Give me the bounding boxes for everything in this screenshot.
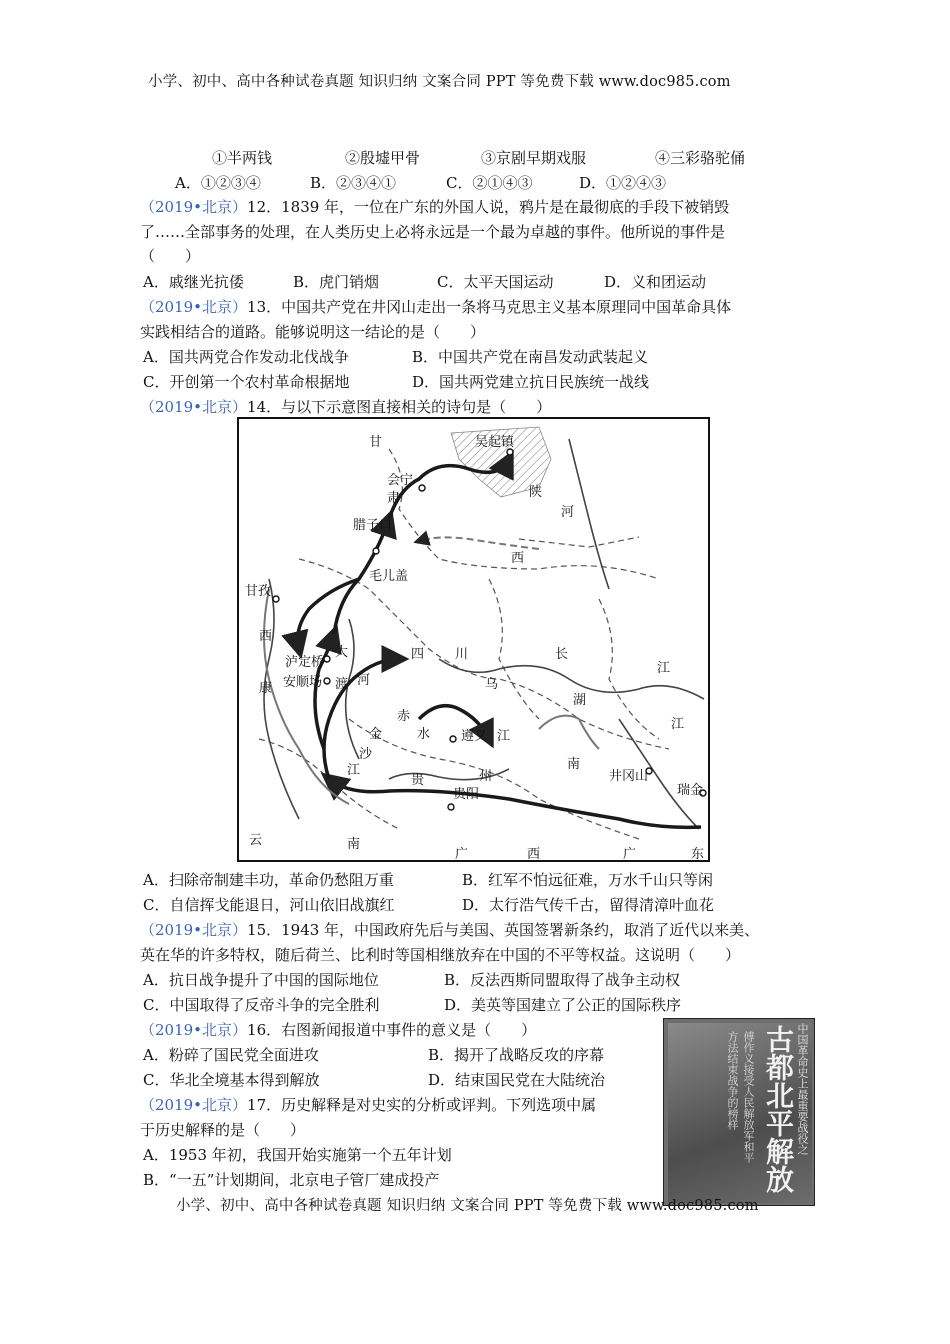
map-label-nan2: 南 [347, 837, 361, 852]
q16-option-c[interactable]: C．华北全境基本得到解放 [143, 1071, 320, 1089]
map-label-xi2: 西 [259, 629, 273, 644]
q17-option-b[interactable]: B．“一五”计划期间，北京电子管厂建成投产 [143, 1171, 440, 1189]
map-label-guang2: 广 [623, 847, 637, 862]
map-label-zunyi: 遵义 [461, 729, 488, 744]
q17-stem-line1: 17．历史解释是对史实的分析或评判。下列选项中属 [247, 1096, 597, 1114]
q13-option-a[interactable]: A．国共两党合作发动北伐战争 [143, 348, 349, 366]
map-label-yun: 云 [249, 833, 263, 848]
map-label-he2: 河 [357, 673, 371, 688]
q14-option-d[interactable]: D．太行浩气传千古，留得清漳叶血花 [462, 896, 715, 914]
q12-stem-line1: 12．1839 年，一位在广东的外国人说，鸦片是在最彻底的手段下被销毁 [247, 198, 730, 216]
q14-option-c[interactable]: C．自信挥戈能退日，河山依旧战旗红 [143, 896, 395, 914]
q15-option-b[interactable]: B．反法西斯同盟取得了战争主动权 [444, 971, 681, 989]
map-label-gui: 贵 [411, 773, 425, 788]
map-label-lazikou: 腊子口 [353, 518, 393, 533]
map-label-shan: 陕 [529, 485, 543, 500]
q12-option-d[interactable]: D．义和团运动 [604, 273, 707, 291]
map-label-su: 肃 [387, 491, 401, 506]
q12-option-c[interactable]: C．太平天国运动 [437, 273, 554, 291]
map-label-jiang: 江 [657, 661, 671, 676]
q11-item-1: ①半两钱 [212, 149, 273, 167]
q12-blank: （ ） [140, 247, 201, 265]
map-label-jiang3: 江 [497, 729, 511, 744]
map-label-chi: 赤 [397, 709, 411, 724]
map-label-gan: 甘 [369, 435, 383, 450]
map-label-xi: 西 [511, 551, 525, 566]
q16-option-a[interactable]: A．粉碎了国民党全面进攻 [143, 1046, 319, 1064]
map-label-si: 四 [411, 647, 425, 662]
map-label-xi3: 西 [527, 847, 541, 862]
q13-option-c[interactable]: C．开创第一个农村革命根据地 [143, 373, 350, 391]
q12-stem-line2: 了……全部事务的处理，在人类历史上必将永远是一个最为卓越的事件。他所说的事件是 [140, 223, 726, 241]
map-label-chang: 长 [555, 647, 569, 662]
map-label-jinggang: 井冈山 [609, 769, 649, 784]
photo-side-text-2: 方法结束战争的榜样 [726, 1031, 739, 1130]
map-label-jiang4: 江 [347, 763, 361, 778]
q13-stem-line2: 实践相结合的道路。能够说明这一结论的是（ ） [140, 323, 486, 341]
q12-option-b[interactable]: B．虎门销烟 [293, 273, 380, 291]
q17-option-a[interactable]: A．1953 年初，我国开始实施第一个五年计划 [143, 1146, 452, 1164]
q15-option-c[interactable]: C．中国取得了反帝斗争的完全胜利 [143, 996, 380, 1014]
map-label-da: 大 [335, 645, 349, 660]
q14-option-a[interactable]: A．扫除帝制建丰功，革命仍愁阻万重 [143, 871, 394, 889]
q11-option-a[interactable]: A．①②③④ [175, 174, 261, 192]
q15-source: （2019•北京） [140, 921, 248, 939]
map-label-huining: 会宁 [387, 473, 414, 488]
q11-option-d[interactable]: D．①②④③ [579, 174, 667, 192]
q15-option-a[interactable]: A．抗日战争提升了中国的国际地位 [143, 971, 379, 989]
q16-option-d[interactable]: D．结束国民党在大陆统治 [428, 1071, 606, 1089]
q14-option-b[interactable]: B．红军不怕远征难，万水千山只等闲 [462, 871, 714, 889]
newspaper-photo [663, 1018, 815, 1206]
q11-option-c[interactable]: C．②①④③ [446, 174, 533, 192]
map-label-dong: 东 [691, 847, 705, 862]
map-label-ganzi: 甘孜 [245, 584, 272, 599]
q16-option-b[interactable]: B．揭开了战略反攻的序幕 [428, 1046, 605, 1064]
q13-source: （2019•北京） [140, 298, 248, 316]
page-footer: 小学、初中、高中各种试卷真题 知识归纳 文案合同 PPT 等免费下载 www.doc985.com [176, 1198, 759, 1214]
map-label-zhou: 州 [479, 769, 493, 784]
q17-stem-line2: 于历史解释的是（ ） [140, 1121, 306, 1139]
photo-subhead: 中国革命史上最重要战役之 [796, 1023, 809, 1155]
q11-option-b[interactable]: B．②③④① [310, 174, 397, 192]
map-label-kang: 康 [259, 681, 273, 696]
q11-item-3: ③京剧早期戏服 [481, 149, 587, 167]
photo-headline: 古都北平解放 [762, 1025, 795, 1193]
q15-stem-line2: 英在华的许多特权，随后荷兰、比利时等国相继放弃在中国的不平等权益。这说明（ ） [140, 946, 741, 964]
q17-source: （2019•北京） [140, 1096, 248, 1114]
map-label-guang: 广 [455, 847, 469, 862]
map-label-wuqizhen: 吴起镇 [475, 435, 515, 450]
q16-stem: 16．右图新闻报道中事件的意义是（ ） [247, 1021, 537, 1039]
map-label-anshun: 安顺场 [283, 675, 323, 690]
map-label-guiyang: 贵阳 [453, 787, 480, 802]
q13-option-d[interactable]: D．国共两党建立抗日民族统一战线 [412, 373, 650, 391]
q14-source: （2019•北京） [140, 398, 248, 416]
q13-stem-line1: 13．中国共产党在井冈山走出一条将马克思主义基本原理同中国革命具体 [247, 298, 732, 316]
q11-item-4: ④三彩骆驼俑 [655, 149, 746, 167]
map-label-he: 河 [561, 505, 575, 520]
q15-option-d[interactable]: D．美英等国建立了公正的国际秩序 [444, 996, 682, 1014]
q11-item-2: ②殷墟甲骨 [345, 149, 421, 167]
q15-stem-line1: 15．1943 年，中国政府先后与美国、英国签署新条约，取消了近代以来美、 [247, 921, 760, 939]
photo-side-text-1: 傅作义接受人民解放军和平 [742, 1031, 755, 1163]
map-label-luding: 泸定桥 [285, 655, 325, 670]
map-label-hu: 湖 [573, 693, 587, 708]
q14-stem: 14．与以下示意图直接相关的诗句是（ ） [247, 398, 552, 416]
map-label-chuan: 川 [455, 647, 469, 662]
q12-option-a[interactable]: A．戚继光抗倭 [143, 273, 244, 291]
map-label-ruijin: 瑞金 [677, 783, 704, 798]
map-label-jin: 金 [369, 727, 383, 742]
map-label-maoergai: 毛儿盖 [369, 569, 409, 584]
q12-source: （2019•北京） [140, 198, 248, 216]
map-label-sha: 沙 [359, 747, 373, 762]
page-header: 小学、初中、高中各种试卷真题 知识归纳 文案合同 PPT 等免费下载 www.doc985.com [148, 74, 731, 90]
map-label-wu: 乌 [485, 677, 499, 692]
map-label-shui: 水 [417, 727, 431, 742]
q13-option-b[interactable]: B．中国共产党在南昌发动武装起义 [412, 348, 649, 366]
q16-source: （2019•北京） [140, 1021, 248, 1039]
map-label-nan: 南 [567, 757, 581, 772]
map-label-du: 渡 [335, 677, 349, 692]
long-march-map [237, 417, 710, 862]
map-label-jiang2: 江 [671, 717, 685, 732]
